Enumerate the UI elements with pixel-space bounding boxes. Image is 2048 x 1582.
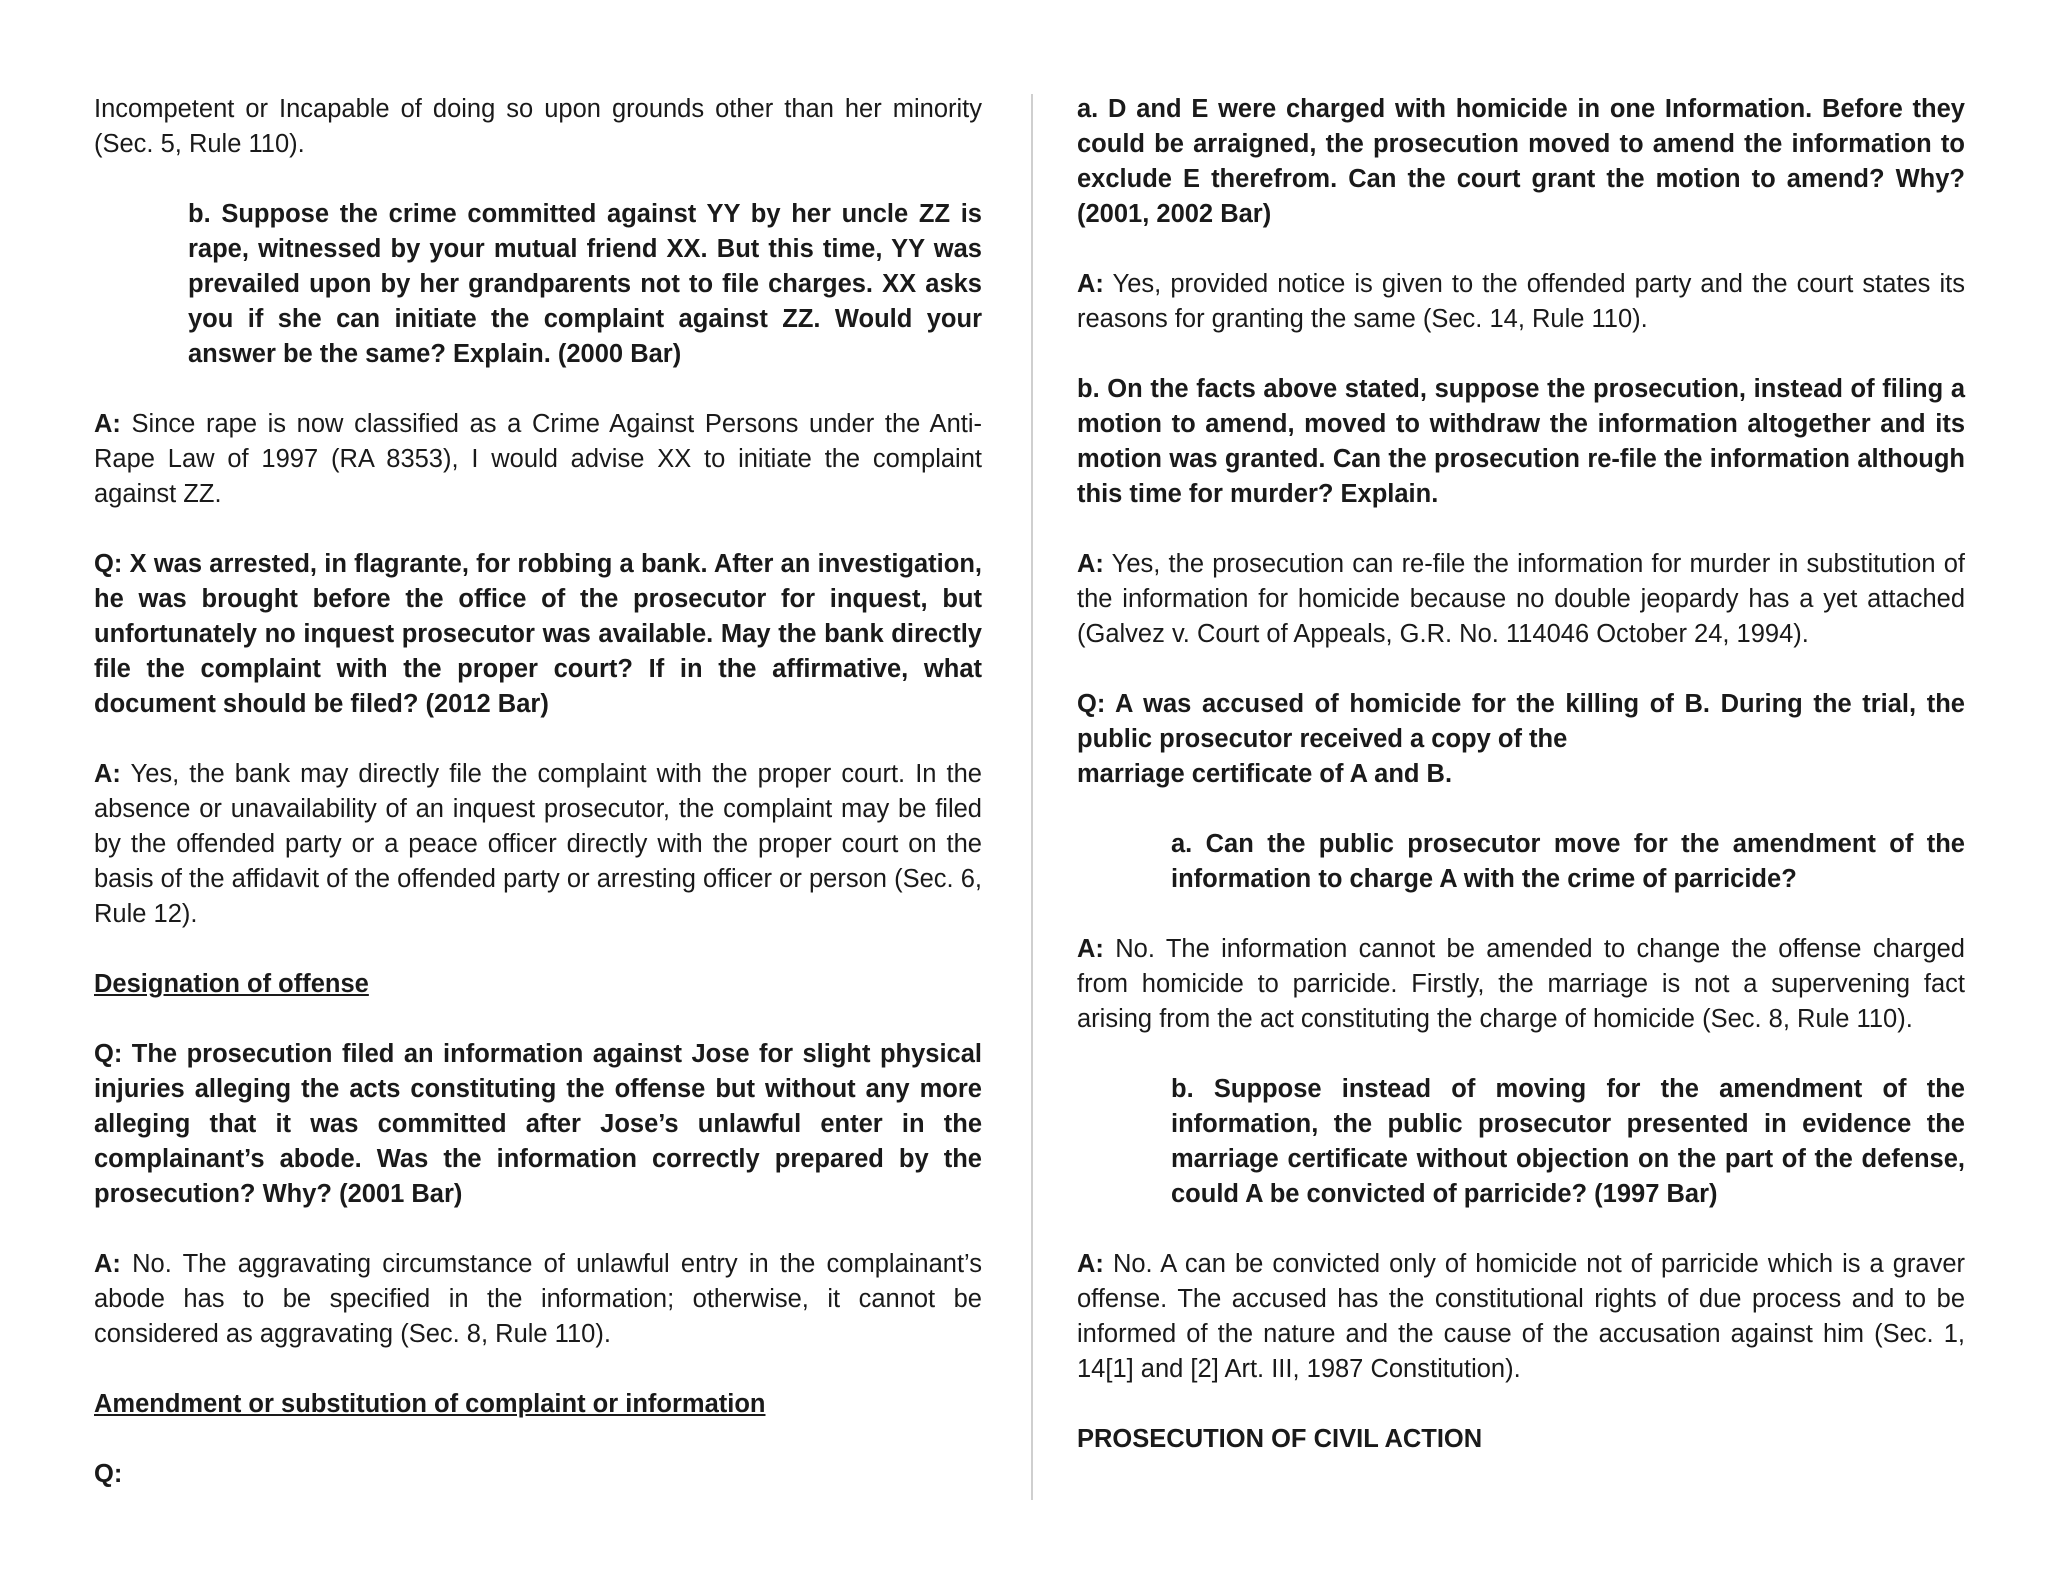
bar-question: Q: A was accused of homicide for the killing of B. During the trial, the public prosecutor received a copy of the <box>1077 690 1965 753</box>
bar-question: Q: The prosecution filed an information against Jose for slight physical injuries alleging the acts constituting the offense but without any more alleging that it was committed after Jose’s unlawful enter in the complainant’s abode. Was the information correctly prepared by the prosecution? Why? (2001 Bar) <box>94 1040 982 1208</box>
bar-question: Q: X was arrested, in flagrante, for robbing a bank. After an investigation, he was brought before the office of the prosecutor for inquest, but unfortunately no inquest prosecutor was available. May the bank directly file the complaint with the proper court? If in the affirmative, what document should be filed? (2012 Bar) <box>94 550 982 718</box>
answer-label: A: <box>94 410 121 438</box>
left-column <box>94 92 982 1527</box>
bar-question: a. D and E were charged with homicide in one Information. Before they could be arraigned, the prosecution moved to amend the information to exclude E therefrom. Can the court grant the motion to amend? Why? (2001, 2002 Bar) <box>1077 95 1965 228</box>
answer-paragraph <box>1077 267 1965 337</box>
answer-paragraph <box>94 757 982 932</box>
answer-label: A: <box>94 760 121 788</box>
answer-paragraph <box>1077 1247 1965 1387</box>
section-heading-amendment <box>94 1387 982 1422</box>
answer-text: No. The aggravating circumstance of unlawful entry in the complainant’s abode has to be specified in the information; otherwise, it cannot be considered as aggravating (Sec. 8, Rule 110). <box>94 1250 982 1348</box>
answer-text: Since rape is now classified as a Crime Against Persons under the Anti-Rape Law of 1997 (RA 8353), I would advise XX to initiate the complaint against ZZ. <box>94 410 982 508</box>
answer-label: A: <box>1077 270 1104 298</box>
answer-paragraph <box>94 1247 982 1352</box>
answer-label: A: <box>94 1250 121 1278</box>
answer-label: A: <box>1077 550 1104 578</box>
right-column <box>1077 92 1965 1492</box>
answer-text: No. A can be convicted only of homicide not of parricide which is a graver offense. The accused has the constitutional rights of due process and to be informed of the nature and the cause of the accusation against him (Sec. 1, 14[1] and [2] Art. III, 1987 Constitution). <box>1077 1250 1965 1383</box>
answer-paragraph <box>94 407 982 512</box>
paragraph: Incompetent or Incapable of doing so upon grounds other than her minority (Sec. 5, Rule 110). <box>94 95 982 158</box>
answer-text: No. The information cannot be amended to change the offense charged from homicide to parricide. Firstly, the marriage is not a supervening fact arising from the act constituting the charge of homicide (Sec. 8, Rule 110). <box>1077 935 1965 1033</box>
answer-text: Yes, the bank may directly file the complaint with the proper court. In the absence or unavailability of an inquest prosecutor, the complaint may be filed by the offended party or a peace officer directly with the proper court on the basis of the affidavit of the offended party or arresting officer or person (Sec. 6, Rule 12). <box>94 760 982 928</box>
bar-subquestion: b. Suppose instead of moving for the amendment of the information, the public prosecutor presented in evidence the marriage certificate without objection on the part of the defense, could A be convicted of parricide? (1997 Bar) <box>1171 1075 1965 1208</box>
bar-subquestion: a. Can the public prosecutor move for the amendment of the information to charge A with the crime of parricide? <box>1171 830 1965 893</box>
answer-paragraph <box>1077 547 1965 652</box>
column-divider <box>1031 94 1033 1500</box>
answer-text: Yes, provided notice is given to the offended party and the court states its reasons for granting the same (Sec. 14, Rule 110). <box>1077 270 1965 333</box>
bar-question: b. On the facts above stated, suppose the prosecution, instead of filing a motion to amend, moved to withdraw the information altogether and its motion was granted. Can the prosecution re-file the information although this time for murder? Explain. <box>1077 375 1965 508</box>
answer-label: A: <box>1077 1250 1104 1278</box>
section-heading-text: Amendment or substitution of complaint or information <box>94 1390 766 1418</box>
answer-text: Yes, the prosecution can re-file the information for murder in substitution of the information for homicide because no double jeopardy has a yet attached (Galvez v. Court of Appeals, G.R. No. 114046 October 24, 1994). <box>1077 550 1965 648</box>
section-heading-designation <box>94 967 982 1002</box>
section-heading-civil-action: PROSECUTION OF CIVIL ACTION <box>1077 1425 1483 1453</box>
section-heading-text: Designation of offense <box>94 970 369 998</box>
bar-question-continued: marriage certificate of A and B. <box>1077 760 1453 788</box>
question-label: Q: <box>94 1460 123 1488</box>
answer-paragraph <box>1077 932 1965 1037</box>
bar-question: b. Suppose the crime committed against YY by her uncle ZZ is rape, witnessed by your mutual friend XX. But this time, YY was prevailed upon by her grandparents not to file charges. XX asks you if she can initiate the complaint against ZZ. Would your answer be the same? Explain. (2000 Bar) <box>188 200 982 368</box>
answer-label: A: <box>1077 935 1104 963</box>
